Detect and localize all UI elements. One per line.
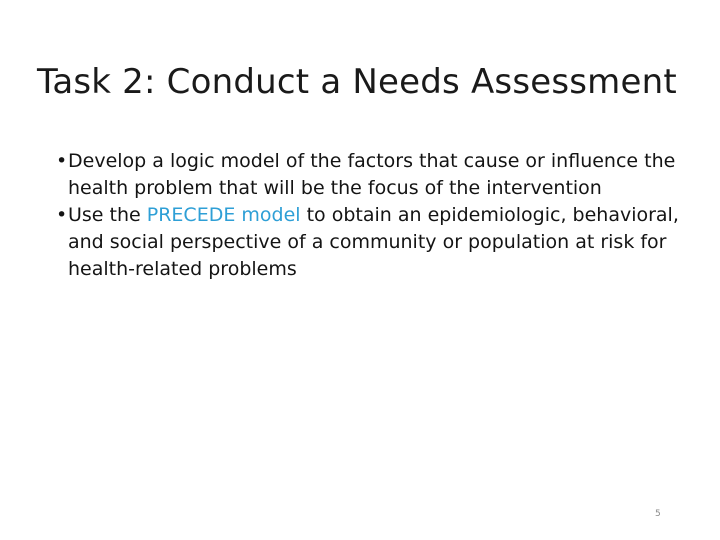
page-number: 5 (655, 509, 661, 519)
slide-title: Task 2: Conduct a Needs Assessment (37, 62, 677, 102)
bullet-marker: • (56, 204, 68, 226)
bullet-item-precede-model (56, 202, 696, 283)
bullet-text-prefix: Use the (68, 204, 147, 226)
bullet-text: Develop a logic model of the factors that cause or influence the health problem that will be the focus of the intervention (68, 150, 676, 199)
bullet-marker: • (56, 150, 68, 172)
bullet-text-suffix: to obtain an epidemiologic, behavioral, and social perspective of a community or population at risk for health-related problems (68, 204, 679, 280)
bullet-item-logic-model (56, 148, 696, 202)
precede-model-link[interactable]: PRECEDE model (146, 204, 301, 226)
bullet-list (56, 148, 696, 283)
